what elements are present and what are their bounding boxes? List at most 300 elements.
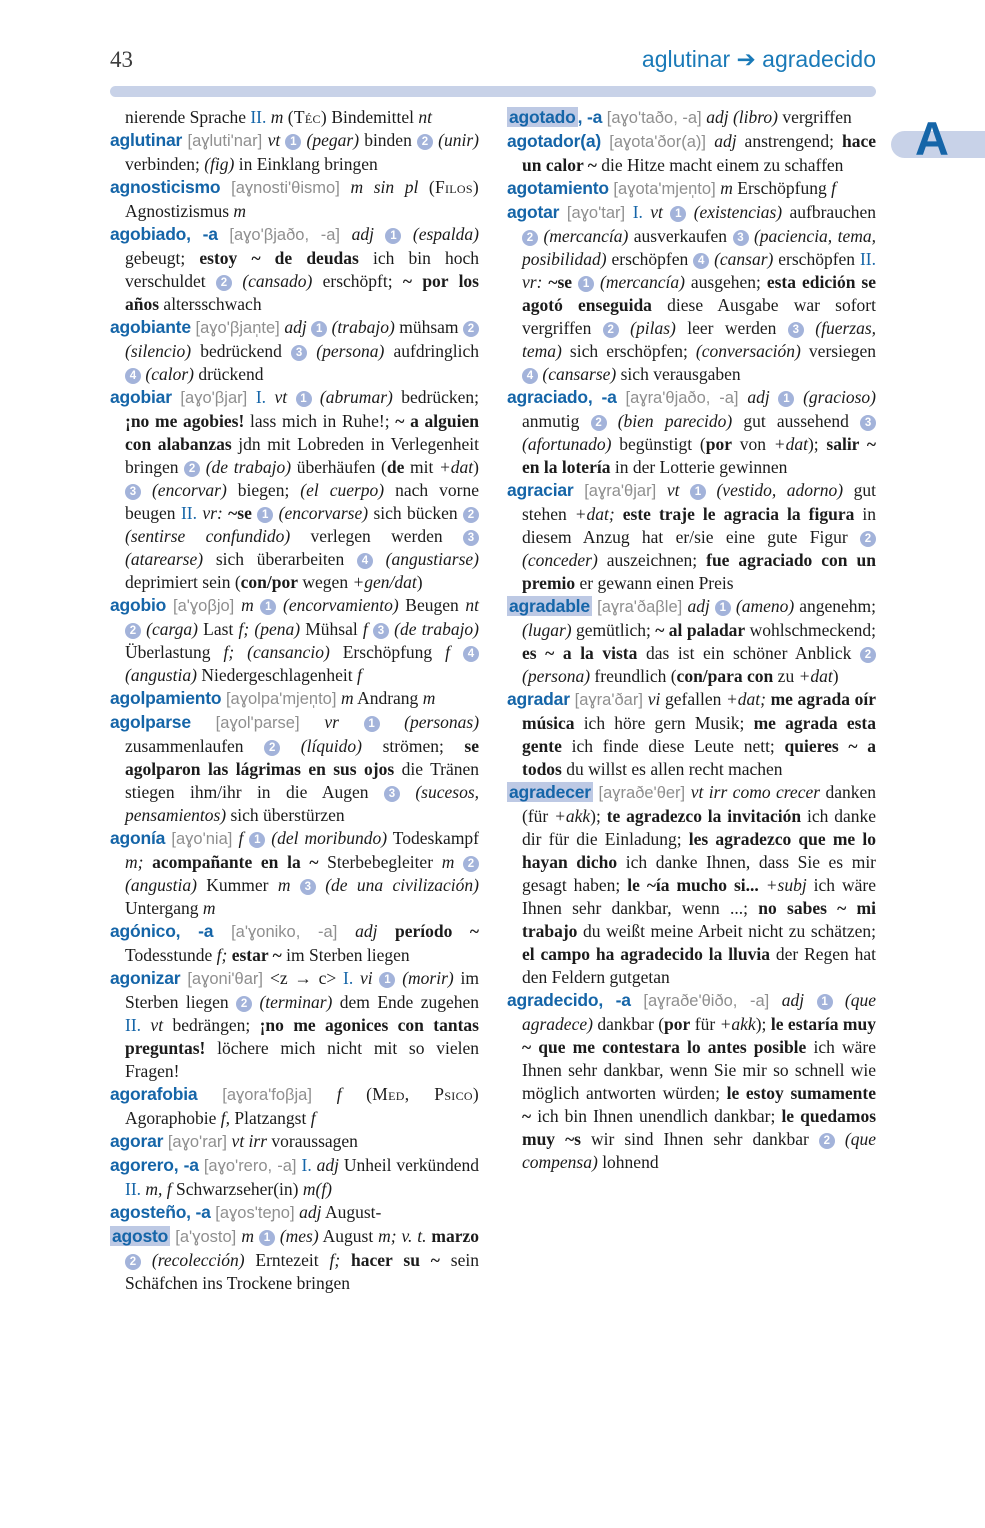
entry-text: +dat	[773, 434, 808, 454]
entry-text: no sabes ~ mi trabajo	[522, 898, 876, 941]
entry-text: +akk	[554, 806, 591, 826]
entry-text: (morir)	[402, 968, 454, 988]
sense-number-badge: 1	[364, 716, 380, 732]
entry-text: [aɣra'ðaβle]	[591, 598, 688, 616]
entry-text: [aɣota'ðor(a)]	[601, 133, 715, 151]
sense-number-badge: 3	[463, 530, 479, 546]
dictionary-entry	[507, 688, 876, 781]
entry-text: vt irr	[231, 1131, 268, 1151]
entry-text: hacer su ~	[351, 1250, 440, 1270]
sense-number-badge: 1	[778, 391, 794, 407]
entry-text: erschöpfen	[606, 249, 694, 269]
entry-text: (mes)	[279, 1226, 319, 1246]
entry-text: se agolparon las lágrimas en sus ojos	[125, 736, 479, 779]
entry-text: verlegen werden	[290, 526, 463, 546]
entry-text: anmutig	[522, 411, 591, 431]
entry-text: gebeugt;	[125, 248, 200, 268]
entry-text: sich überarbeiten	[203, 549, 357, 569]
sense-number-badge: 3	[733, 230, 749, 246]
entry-text: por	[705, 434, 732, 454]
entry-text: adj	[284, 317, 312, 337]
entry-text: [aɣraðe'θer]	[592, 784, 691, 802]
sense-number-badge: 3	[300, 879, 316, 895]
entry-text: aufbrauchen	[782, 202, 876, 222]
headword: agotador(a)	[507, 131, 602, 151]
sense-number-badge: 3	[291, 345, 307, 361]
entry-text: )	[416, 572, 423, 592]
entry-text: mit	[404, 457, 439, 477]
entry-text: löchere mich nicht mit so vielen Fragen!	[125, 1038, 479, 1081]
entry-text: aufdringlich	[384, 341, 479, 361]
entry-text: (terminar)	[259, 992, 333, 1012]
entry-text: (pilas)	[630, 318, 676, 338]
entry-text: II.	[180, 503, 197, 523]
entry-text: vr:	[522, 272, 549, 292]
letter-tab-label: A	[915, 112, 949, 165]
entry-text: f;	[223, 642, 248, 662]
entry-text: [aɣraðe'θiðo, -a]	[630, 992, 782, 1010]
headword: agotamiento	[507, 178, 609, 198]
entry-text: sich bücken	[368, 503, 463, 523]
entry-text: (pena)	[254, 619, 301, 639]
entry-text: [aɣol'parse]	[190, 714, 325, 732]
entry-text: voraussagen	[267, 1131, 358, 1151]
entry-text: +dat;	[725, 689, 771, 709]
headword: agotado	[509, 107, 576, 127]
letter-tab	[891, 104, 985, 165]
entry-text: versiegen	[800, 341, 876, 361]
entry-text: II.	[125, 1015, 142, 1035]
entry-text: m;	[125, 852, 153, 872]
entry-text: I.	[255, 387, 267, 407]
dictionary-entry	[110, 967, 479, 1083]
entry-text: (de una civilización)	[325, 875, 479, 895]
dictionary-entry	[507, 781, 876, 989]
dictionary-entry	[507, 595, 876, 688]
entry-text: ¡no me agonices con tantas preguntas!	[125, 1015, 479, 1058]
entry-text: estar ~	[231, 945, 282, 965]
sense-number-badge: 4	[463, 646, 479, 662]
entry-text: ich finde diese Leute nett;	[561, 736, 785, 756]
entry-text: <z → c>	[269, 968, 344, 988]
entry-text: adj	[781, 990, 817, 1010]
entry-text: [aɣluti'nar]	[182, 132, 268, 150]
entry-text: dem Ende zugehen	[332, 992, 480, 1012]
entry-text: II.	[250, 107, 267, 127]
entry-text: (carga)	[146, 619, 199, 639]
entry-text: anstrengend;	[736, 131, 842, 151]
entry-text: Erschöpfung	[732, 178, 832, 198]
entry-text: (pegar)	[306, 130, 360, 150]
entry-text: me agrada oír música	[522, 689, 877, 733]
entry-text: strömen;	[362, 736, 465, 756]
entry-text: ~ por los años	[125, 271, 479, 314]
sense-number-badge: 2	[264, 740, 280, 756]
dictionary-entry	[507, 130, 876, 177]
entry-text: (Filos)	[428, 177, 479, 197]
entry-text: August	[318, 1226, 379, 1246]
entry-text: m	[341, 688, 354, 708]
entry-text: II.	[125, 1179, 142, 1199]
entry-text: );	[755, 1014, 771, 1034]
entry-text: el campo ha agradecido la lluvia	[522, 944, 771, 964]
entry-text: adj	[687, 596, 715, 616]
dictionary-entry	[110, 920, 479, 967]
entry-text: I.	[343, 968, 354, 988]
entry-text: período ~	[395, 921, 480, 941]
entry-text: vt irr como crecer	[690, 782, 821, 802]
entry-text: deprimiert sein (	[125, 572, 241, 592]
dictionary-entry	[110, 1130, 479, 1154]
entry-text: (existencias)	[693, 202, 783, 222]
entry-text: me agrada esta gente	[522, 713, 876, 756]
entry-text: ~se	[548, 272, 579, 292]
entry-text: le estoy sumamente ~	[522, 1083, 876, 1126]
dictionary-entry	[110, 129, 479, 176]
entry-text: biegen;	[226, 480, 301, 500]
entry-text: vt	[642, 202, 671, 222]
entry-text: (ameno)	[735, 596, 795, 616]
sense-number-badge: 1	[670, 206, 686, 222]
entry-text: ¡no me agobies!	[125, 411, 245, 431]
entry-text: (personas)	[404, 712, 480, 732]
entry-text: von	[731, 434, 774, 454]
entry-text: adj	[311, 1155, 339, 1175]
headword: agobiado, -a	[110, 224, 218, 244]
headword: agorero, -a	[110, 1155, 199, 1175]
entry-text: [aɣoni'θar]	[180, 970, 270, 988]
entry-text: in der Lotterie gewinnen	[610, 457, 788, 477]
entry-text: zu	[773, 666, 799, 686]
entry-text: wegen	[298, 572, 353, 592]
headword: agradecido, -a	[507, 990, 631, 1010]
sense-number-badge: 1	[260, 599, 276, 615]
entry-text: );	[807, 434, 827, 454]
entry-text: [aɣota'mjen̩to]	[608, 180, 721, 198]
entry-text: acompañante en la ~	[152, 852, 319, 872]
entry-text: m	[441, 852, 463, 872]
entry-text: (de trabajo)	[394, 619, 480, 639]
entry-text: fue agraciado con un premio	[522, 550, 876, 593]
entry-text: im Sterben liegen	[281, 945, 410, 965]
entry-text: f	[445, 642, 463, 662]
entry-text: gut aussehend	[732, 411, 861, 431]
entry-text: angenehm;	[794, 596, 877, 616]
entry-text: vr:	[196, 503, 229, 523]
entry-text: te agradezco la invitación	[606, 806, 802, 826]
entry-text: f	[336, 1084, 367, 1104]
entry-text: Platzangst	[230, 1108, 311, 1128]
column-left	[110, 106, 479, 1295]
sense-number-badge: 2	[591, 415, 607, 431]
entry-text: [aɣra'ðar]	[569, 691, 648, 709]
entry-text: (Téc)	[287, 107, 327, 127]
entry-text: binden	[359, 130, 417, 150]
entry-text: m sin pl	[350, 177, 429, 197]
entry-text: (espalda)	[412, 224, 479, 244]
entry-text: [aɣo'rero, -a]	[198, 1157, 302, 1175]
entry-text: II.	[859, 249, 876, 269]
entry-text: (bien parecido)	[617, 411, 733, 431]
entry-text: (afortunado)	[522, 434, 612, 454]
entry-text: du weißt meine Arbeit nicht zu schätzen;	[577, 921, 876, 941]
entry-text: [aɣo'nia]	[165, 830, 239, 848]
entry-text: les agradezco que me lo hayan dicho	[522, 829, 876, 872]
entry-text: bedrückend	[191, 341, 292, 361]
entry-text: (fig)	[204, 154, 235, 174]
entry-text: vt	[267, 130, 286, 150]
sense-number-badge: 1	[296, 391, 312, 407]
entry-text: erschöpft;	[312, 271, 403, 291]
entry-text: diese Ausgabe war sofort vergriffen	[522, 295, 876, 338]
sense-number-badge: 1	[257, 507, 273, 523]
entry-text: leer werden	[675, 318, 788, 338]
sense-number-badge: 2	[125, 1254, 141, 1270]
entry-text: freundlich (	[590, 666, 677, 686]
entry-text: [a'ɣosto]	[170, 1228, 242, 1246]
entry-text: er gewann einen Preis	[575, 573, 734, 593]
entry-text: [aɣo'βjaðo, -a]	[217, 226, 352, 244]
entry-text: Schwarzseher(in)	[171, 1179, 303, 1199]
entry-text: (libro)	[732, 107, 779, 127]
entry-text: begünstigt (	[611, 434, 706, 454]
entry-text: ausgehen;	[684, 272, 767, 292]
sense-number-badge: 2	[860, 531, 876, 547]
entry-text: +dat	[439, 457, 474, 477]
headword: agnosticismo	[110, 177, 221, 197]
entry-text: [aɣo'βjan̩te]	[190, 319, 285, 337]
sense-number-badge: 2	[860, 647, 876, 663]
headword: aglutinar	[110, 130, 183, 150]
entry-text: (lugar)	[522, 620, 572, 640]
entry-text: erschöpfen	[773, 249, 860, 269]
entry-text: adj	[299, 1202, 322, 1222]
entry-text: [a'ɣoniko, -a]	[213, 923, 356, 941]
headword: agonizar	[110, 968, 181, 988]
entry-text: Überlastung	[125, 642, 224, 662]
entry-text: adj	[747, 387, 779, 407]
entry-text: Agnostizismus	[125, 201, 234, 221]
sense-number-badge: 4	[125, 368, 141, 384]
entry-text: für	[690, 1014, 720, 1034]
entry-text: (sentirse confundido)	[125, 526, 291, 546]
entry-text: Bindemittel	[326, 107, 419, 127]
entry-text: [aɣra'θjaðo, -a]	[616, 389, 748, 407]
entry-text: m	[277, 875, 300, 895]
sense-number-badge: 1	[817, 994, 833, 1010]
entry-text: ausverkaufen	[628, 226, 733, 246]
entry-text: bedrücken;	[392, 387, 479, 407]
dictionary-entry	[507, 386, 876, 479]
guide-words: aglutinar ➔ agradecido	[641, 46, 876, 72]
entry-text: adj	[706, 107, 733, 127]
dictionary-entry	[110, 386, 479, 594]
entry-text: (sucesos, pensamientos)	[125, 782, 480, 825]
dictionary-entry	[110, 106, 479, 129]
entry-text: altersschwach	[159, 294, 262, 314]
entry-text: Mühsal	[300, 619, 363, 639]
entry-text: f	[310, 1108, 316, 1128]
entry-text: (angustia)	[125, 875, 197, 895]
entry-text: m; v. t.	[378, 1226, 432, 1246]
sense-number-badge: 4	[522, 368, 538, 384]
sense-number-badge: 1	[249, 832, 265, 848]
sense-number-badge: 1	[385, 228, 401, 244]
entry-text: (fuerzas, tema)	[522, 318, 877, 361]
sense-number-badge: 3	[860, 415, 876, 431]
headword: agradable	[509, 596, 590, 616]
entry-text: [aɣolpa'mjen̩to]	[221, 690, 342, 708]
entry-text: gefallen	[660, 689, 726, 709]
entry-text: f	[356, 665, 362, 685]
entry-text: (de trabajo)	[205, 457, 292, 477]
dictionary-entry	[507, 106, 876, 130]
page-number: 43	[110, 47, 133, 72]
dictionary-entry	[110, 176, 479, 223]
sense-number-badge: 2	[125, 623, 141, 639]
dictionary-entry	[110, 1201, 479, 1225]
entry-text: zusammenlaufen	[125, 736, 265, 756]
entry-text: (persona)	[522, 666, 591, 686]
entry-text: (trabajo)	[331, 317, 395, 337]
entry-text: vt	[141, 1015, 164, 1035]
sense-number-badge: 1	[690, 484, 706, 500]
entry-text: (que agradece)	[522, 990, 876, 1034]
entry-text: gut stehen	[522, 480, 876, 524]
headword: agraciado, -a	[507, 387, 617, 407]
dictionary-entry	[110, 1225, 479, 1295]
entry-text: por	[664, 1014, 691, 1034]
entry-text: ich wäre Ihnen sehr dankbar, wenn ...;	[522, 875, 876, 918]
entry-text: ich wäre Ihnen sehr dankbar, wenn Sie mir so schnell wie möglich antworten würden;	[522, 1037, 876, 1103]
entry-text: (persona)	[316, 341, 385, 361]
header-divider-bar	[110, 86, 876, 97]
dictionary-entry	[507, 177, 876, 201]
sense-number-badge: 2	[216, 275, 232, 291]
entry-text: (el cuerpo)	[300, 480, 385, 500]
entry-text: (mercancía)	[543, 226, 629, 246]
entry-text: (angustia)	[125, 665, 197, 685]
entry-text: +subj	[765, 875, 807, 895]
entry-text: le ~ía mucho si...	[627, 875, 766, 895]
headword: agradar	[507, 689, 570, 709]
dictionary-columns	[110, 106, 876, 1295]
entry-text: (encorvamiento)	[283, 595, 399, 615]
entry-text: (conceder)	[522, 550, 598, 570]
entry-text: gemütlich;	[571, 620, 656, 640]
entry-text: m	[266, 107, 288, 127]
entry-text: ~se	[228, 503, 258, 523]
entry-text: ich höre gern Musik;	[574, 713, 754, 733]
entry-text: du willst es allen recht machen	[561, 759, 783, 779]
sense-number-badge: 2	[522, 230, 538, 246]
sense-number-badge: 4	[357, 553, 373, 569]
entry-text: Andrang	[353, 688, 423, 708]
sense-number-badge: 2	[603, 322, 619, 338]
headword: agotar	[507, 202, 560, 222]
entry-text: im Sterben liegen	[125, 968, 479, 1012]
sense-number-badge: 2	[819, 1133, 835, 1149]
entry-text: m	[202, 898, 216, 918]
entry-text: m(f)	[302, 1179, 333, 1199]
entry-text: Kummer	[196, 875, 278, 895]
entry-text: f;	[216, 945, 232, 965]
entry-text: ich danke dir für die Einladung;	[522, 806, 876, 849]
entry-text: adj	[355, 921, 395, 941]
sense-number-badge: 1	[379, 972, 395, 988]
entry-text: (abrumar)	[319, 387, 393, 407]
entry-text: der Regen hat den Feldern gutgetan	[522, 944, 877, 987]
entry-text: le estaría muy ~ que me contestara lo antes posible	[522, 1014, 876, 1057]
entry-text: ich bin Ihnen unendlich dankbar;	[531, 1106, 782, 1126]
entry-text: hace un calor ~	[522, 131, 876, 175]
entry-text: quieres ~ a todos	[522, 736, 877, 779]
entry-text: ~ a alguien con alabanzas	[125, 411, 480, 454]
sense-number-badge: 2	[417, 134, 433, 150]
entry-text: (calor)	[145, 364, 194, 384]
headword: agorafobia	[110, 1084, 198, 1104]
sense-number-badge: 3	[373, 623, 389, 639]
entry-text: wir sind Ihnen sehr dankbar	[580, 1129, 819, 1149]
entry-text: )	[473, 457, 479, 477]
entry-text: in Einklang bringen	[234, 154, 378, 174]
entry-text: [a'ɣoβjo]	[166, 597, 242, 615]
entry-text: f;	[329, 1250, 352, 1270]
entry-text: sich erschöpfen;	[561, 341, 696, 361]
entry-text: +akk	[719, 1014, 756, 1034]
dictionary-entry	[110, 827, 479, 920]
entry-text: Sterbebegleiter	[318, 852, 442, 872]
sense-number-badge: 3	[125, 484, 141, 500]
entry-text: marzo	[431, 1226, 479, 1246]
entry-text: (conversación)	[695, 341, 801, 361]
headword: agónico, -a	[110, 921, 214, 941]
entry-text: (gracioso)	[803, 387, 877, 407]
entry-text: (del moribundo)	[271, 828, 388, 848]
entry-text: jdn mit Lobreden in Verlegenheit bringen	[125, 434, 479, 477]
entry-text: (Med, Psico)	[366, 1084, 479, 1104]
dictionary-entry	[110, 711, 479, 827]
sense-number-badge: 1	[259, 1230, 275, 1246]
entry-text: )	[832, 666, 839, 686]
dictionary-entry	[110, 316, 479, 386]
sense-number-badge: 2	[236, 996, 252, 1012]
entry-text: drückend	[193, 364, 264, 384]
entry-text: vt	[266, 387, 296, 407]
entry-text: wohlschmeckend;	[745, 620, 876, 640]
entry-text: (silencio)	[125, 341, 192, 361]
entry-text: m	[241, 1226, 259, 1246]
entry-text: [aɣnosti'θismo]	[220, 179, 351, 197]
entry-text: adj	[351, 224, 386, 244]
headword: agradecer	[509, 782, 591, 802]
dictionary-entry	[507, 479, 876, 595]
entry-text: [aɣo'taðo, -a]	[602, 109, 707, 127]
entry-text: dankbar (	[592, 1014, 665, 1034]
headword: agolparse	[110, 712, 191, 732]
sense-number-badge: 3	[788, 322, 804, 338]
entry-text: f	[362, 619, 373, 639]
entry-text: Erschöpfung	[329, 642, 446, 662]
entry-text: (cansarse)	[542, 364, 617, 384]
sense-number-badge: 2	[184, 461, 200, 477]
entry-text: ich danke Ihnen, dass Sie es mir gesagt haben;	[522, 852, 877, 895]
entry-text: este traje le agracia la figura	[622, 504, 855, 524]
entry-text: [aɣo'rar]	[163, 1133, 232, 1151]
entry-text: lass mich in Ruhe!;	[244, 411, 396, 431]
entry-text: sich verausgaben	[616, 364, 741, 384]
entry-text: August-	[321, 1202, 382, 1222]
